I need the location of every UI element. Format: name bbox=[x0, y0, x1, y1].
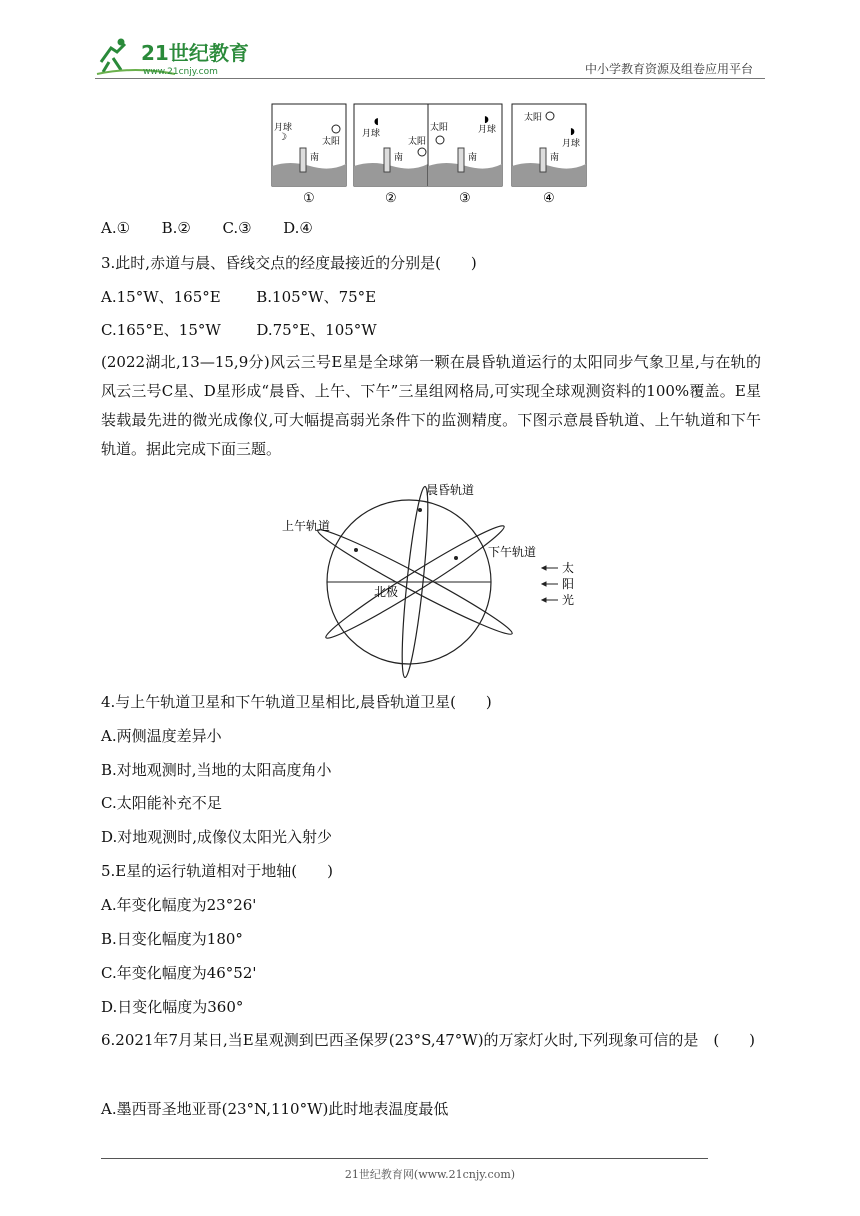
panel-number: ④ bbox=[543, 191, 555, 206]
header-divider bbox=[95, 78, 765, 79]
moon-label: 月球 bbox=[478, 125, 497, 135]
sky-panels-figure bbox=[270, 102, 590, 208]
option: D.75°E、105°W bbox=[256, 321, 377, 339]
south-label: 南 bbox=[310, 153, 320, 163]
logo-url: www.21cnjy.com bbox=[143, 67, 218, 77]
footer-divider bbox=[101, 1158, 708, 1159]
header-platform-text: 中小学教育资源及组卷应用平台 bbox=[584, 62, 753, 76]
passage-intro: (2022湖北,13—15,9分)风云三号E星是全球第一颗在晨昏轨道运行的太阳同步气象卫星,与在轨的风云三号C星、D星形成“晨昏、上午、下午”三星组网格局,可实现全球观测资料的100%覆盖。E星装载最先进的微光成像仪,可大幅提高弱光条件下的监测精度。下图示意晨昏轨道、上午轨道和下午轨道。据此完成下面三题。 bbox=[101, 353, 761, 458]
option: A.① bbox=[101, 219, 131, 237]
morning-orbit-label: 上午轨道 bbox=[282, 519, 331, 533]
panel-3 bbox=[428, 104, 502, 186]
sunlight-label-3: 光 bbox=[562, 593, 575, 607]
panel-number: ② bbox=[385, 191, 397, 206]
page-header bbox=[95, 36, 765, 80]
option: D.④ bbox=[283, 219, 313, 237]
north-pole-label: 北极 bbox=[374, 585, 399, 599]
option: C.③ bbox=[222, 219, 252, 237]
logo-text: 21世纪教育 bbox=[141, 41, 249, 65]
q4-option-d: D.对地观测时,成像仪太阳光入射少 bbox=[101, 828, 333, 846]
page-footer: 21世纪教育网(www.21cnjy.com) bbox=[344, 1168, 516, 1181]
q4-option-a: A.两侧温度差异小 bbox=[101, 727, 222, 745]
sun-label: 太阳 bbox=[408, 137, 427, 147]
q5-option-d: D.日变化幅度为360° bbox=[101, 998, 244, 1016]
sun-label: 太阳 bbox=[430, 123, 449, 133]
q2-options bbox=[101, 218, 313, 238]
moon-label: 月球 bbox=[274, 123, 293, 133]
moon-label: 月球 bbox=[562, 139, 581, 149]
q4-option-c: C.太阳能补充不足 bbox=[101, 794, 222, 812]
q3-stem: 3.此时,赤道与晨、昏线交点的经度最接近的分别是( ) bbox=[101, 254, 477, 272]
sunlight-label-1: 太 bbox=[562, 561, 575, 575]
sun-label: 太阳 bbox=[322, 137, 341, 147]
q5-option-b: B.日变化幅度为180° bbox=[101, 930, 243, 948]
panel-1 bbox=[272, 104, 346, 186]
svg-text:◖: ◖ bbox=[374, 117, 379, 127]
q5-option-c: C.年变化幅度为46°52' bbox=[101, 964, 257, 982]
option: C.165°E、15°W bbox=[101, 321, 221, 339]
sunlight-arrows bbox=[542, 566, 558, 602]
sunlight-label-2: 阳 bbox=[562, 577, 575, 591]
south-label: 南 bbox=[394, 153, 404, 163]
q6-option-a: A.墨西哥圣地亚哥(23°N,110°W)此时地表温度最低 bbox=[101, 1100, 449, 1118]
q4-option-b: B.对地观测时,当地的太阳高度角小 bbox=[101, 761, 332, 779]
afternoon-orbit-label: 下午轨道 bbox=[488, 545, 537, 559]
panel-4 bbox=[512, 104, 586, 186]
q5-option-a: A.年变化幅度为23°26' bbox=[101, 896, 257, 914]
option: A.15°W、165°E bbox=[101, 288, 221, 306]
q6-stem: 6.2021年7月某日,当E星观测到巴西圣保罗(23°S,47°W)的万家灯火时,下列现象可信的是 ( ) bbox=[101, 1031, 756, 1049]
q3-options-row1 bbox=[101, 287, 376, 307]
q4-stem: 4.与上午轨道卫星和下午轨道卫星相比,晨昏轨道卫星( ) bbox=[101, 693, 492, 711]
svg-text:☽: ☽ bbox=[278, 132, 287, 143]
option: B.105°W、75°E bbox=[256, 288, 377, 306]
q5-stem: 5.E星的运行轨道相对于地轴( ) bbox=[101, 862, 333, 880]
svg-text:◗: ◗ bbox=[484, 115, 489, 125]
panel-2 bbox=[354, 104, 428, 186]
q3-options-row2 bbox=[101, 320, 377, 340]
panel-number: ① bbox=[303, 191, 315, 206]
moon-label: 月球 bbox=[362, 129, 381, 139]
orbit-diagram bbox=[270, 482, 590, 678]
panel-number: ③ bbox=[459, 191, 471, 206]
svg-text:◗: ◗ bbox=[570, 127, 575, 137]
option: B.② bbox=[161, 219, 191, 237]
sun-label: 太阳 bbox=[524, 113, 543, 123]
site-logo bbox=[95, 36, 265, 78]
south-label: 南 bbox=[468, 153, 478, 163]
south-label: 南 bbox=[550, 153, 560, 163]
dawn-dusk-orbit-label: 晨昏轨道 bbox=[426, 483, 475, 497]
